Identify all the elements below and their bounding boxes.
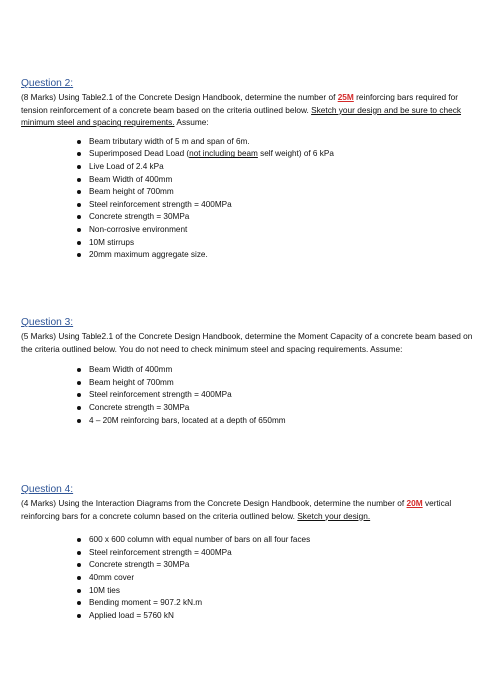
question-3-instructions: (5 Marks) Using Table2.1 of the Concrete Design Handbook, determine the Moment Capacity of a concrete beam based on the criteria outlined below. You do not need to check minimum steel and spacing requirements. Assume: bbox=[21, 331, 473, 354]
list-item: 600 x 600 column with equal number of bars on all four faces bbox=[21, 534, 473, 547]
list-item: 40mm cover bbox=[21, 572, 473, 585]
question-2-title: Question 2: bbox=[21, 78, 74, 89]
list-item: Beam height of 700mm bbox=[21, 377, 473, 390]
list-item: Non-corrosive environment bbox=[21, 224, 473, 237]
question-4-criteria-list bbox=[21, 534, 473, 622]
q4-text-part-2: vertical reinforcing bars for a concrete column based on the criteria outlined below. bbox=[21, 498, 452, 521]
list-item: Steel reinforcement strength = 400MPa bbox=[21, 547, 473, 560]
list-item: Beam Width of 400mm bbox=[21, 364, 473, 377]
list-item: Live Load of 2.4 kPa bbox=[21, 161, 473, 174]
q2-bar-size-highlight: 25M bbox=[337, 92, 354, 102]
list-item: 10M ties bbox=[21, 585, 473, 598]
q4-sketch-instruction: Sketch your design. bbox=[297, 510, 371, 521]
list-item: 4 – 20M reinforcing bars, located at a depth of 650mm bbox=[21, 415, 473, 428]
list-item: Steel reinforcement strength = 400MPa bbox=[21, 389, 473, 402]
list-item: Beam Width of 400mm bbox=[21, 174, 473, 187]
list-item: Concrete strength = 30MPa bbox=[21, 402, 473, 415]
q4-bar-size-highlight: 20M bbox=[406, 498, 423, 508]
question-4-instructions bbox=[21, 497, 473, 522]
q2-text-part-2: reinforcing bars required for tension reinforcement of a concrete beam based on the criteria outlined below. bbox=[21, 92, 459, 115]
list-item: Superimposed Dead Load (not including beam self weight) of 6 kPa bbox=[21, 148, 473, 161]
list-item: Steel reinforcement strength = 400MPa bbox=[21, 199, 473, 212]
list-item: Applied load = 5760 kN bbox=[21, 610, 473, 623]
question-3-title: Question 3: bbox=[21, 317, 74, 328]
q2-text-part-3: Assume: bbox=[174, 117, 209, 128]
question-2-section bbox=[21, 77, 473, 262]
q2-text-part-1: (8 Marks) Using Table2.1 of the Concrete Design Handbook, determine the number of bbox=[21, 92, 338, 102]
question-4-title: Question 4: bbox=[21, 484, 74, 495]
list-item: Concrete strength = 30MPa bbox=[21, 559, 473, 572]
list-item: Beam tributary width of 5 m and span of 6m. bbox=[21, 136, 473, 149]
question-3-section bbox=[21, 316, 473, 427]
q4-text-part-1: (4 Marks) Using the Interaction Diagrams from the Concrete Design Handbook, determine the number of bbox=[21, 498, 407, 508]
question-3-criteria-list bbox=[21, 364, 473, 427]
question-2-criteria-list bbox=[21, 136, 473, 262]
list-item: Beam height of 700mm bbox=[21, 186, 473, 199]
question-4-section bbox=[21, 483, 473, 622]
list-item: 10M stirrups bbox=[21, 237, 473, 250]
q2-sketch-instruction: Sketch your design and be sure to check minimum steel and spacing requirements. bbox=[21, 104, 462, 128]
question-2-instructions bbox=[21, 91, 473, 129]
list-item: Concrete strength = 30MPa bbox=[21, 211, 473, 224]
q2-underlined-note: not including beam bbox=[189, 149, 258, 159]
list-item: 20mm maximum aggregate size. bbox=[21, 249, 473, 262]
list-item: Bending moment = 907.2 kN.m bbox=[21, 597, 473, 610]
